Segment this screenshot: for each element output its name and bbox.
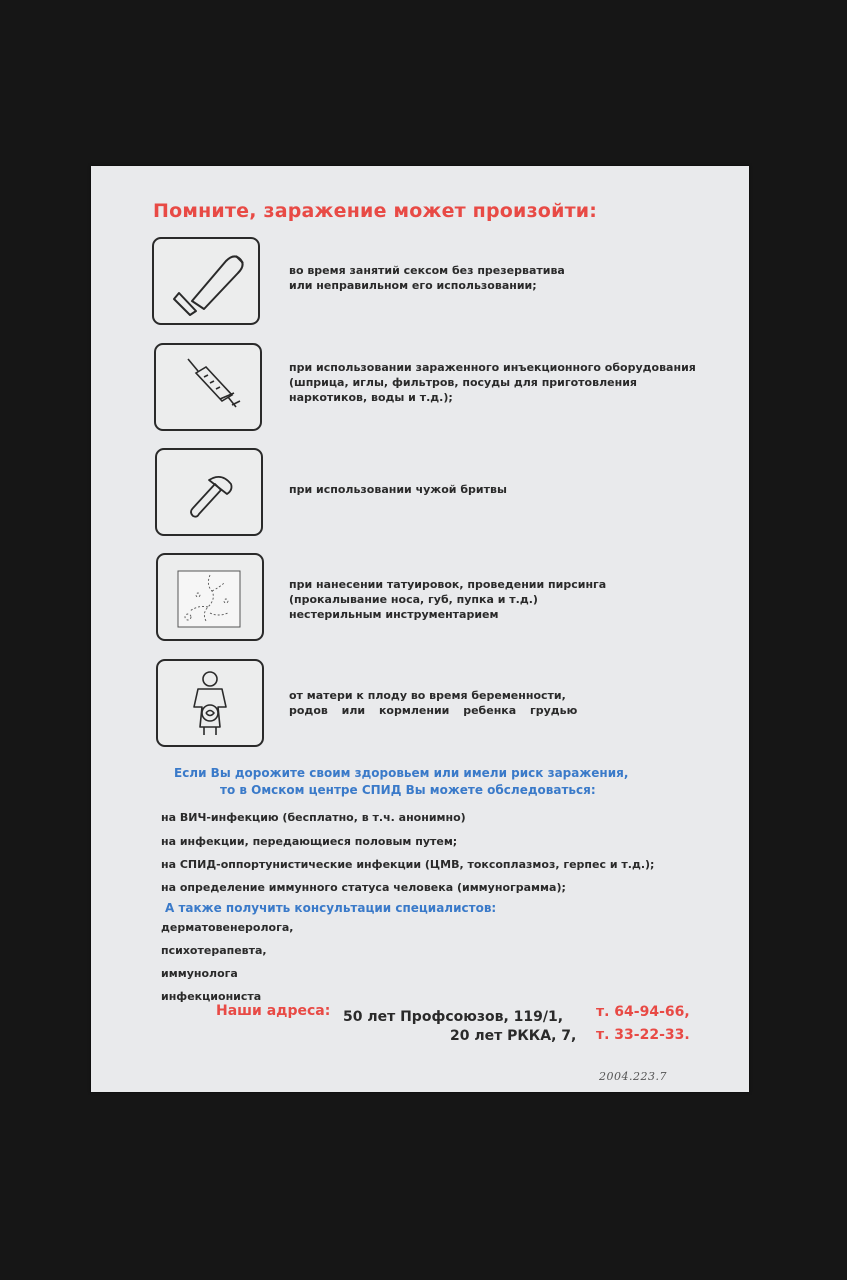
risk-box-pregnancy	[156, 659, 264, 747]
consult-title: А также получить консультации специалистов:	[165, 901, 497, 915]
phone-2: т. 33-22-33.	[596, 1027, 690, 1043]
risk-box-syringe	[154, 343, 262, 431]
leaflet-sheet	[91, 166, 749, 1092]
risk-text-razor	[289, 482, 507, 497]
risk-line: наркотиков, воды и т.д.);	[289, 391, 453, 404]
test-item: на ВИЧ-инфекцию (бесплатно, в т.ч. анонимно)	[161, 811, 466, 824]
risk-text-syringe	[289, 360, 696, 405]
risk-text-condom	[289, 263, 565, 293]
specialist-item: инфекциониста	[161, 990, 262, 1003]
condom-icon	[154, 239, 258, 323]
addresses-label: Наши адреса:	[216, 1003, 331, 1019]
address-2: 20 лет РККА, 7,	[450, 1028, 577, 1044]
pregnancy-icon	[158, 661, 262, 745]
specialist-item: психотерапевта,	[161, 944, 267, 957]
risk-text-tattoo	[289, 577, 606, 622]
phone-1: т. 64-94-66,	[596, 1004, 690, 1020]
risk-box-tattoo	[156, 553, 264, 641]
risk-line: при нанесении татуировок, проведении пирсинга	[289, 578, 607, 591]
syringe-icon	[156, 345, 260, 429]
address-1: 50 лет Профсоюзов, 119/1,	[343, 1009, 564, 1025]
risk-line: во время занятий сексом без презерватива	[289, 264, 565, 277]
leaflet-title: Помните, заражение может произойти:	[153, 200, 598, 222]
risk-text-pregnancy	[289, 688, 577, 718]
test-item: на определение иммунного статуса человека (иммунограмма);	[161, 881, 566, 894]
inventory-number: 2004.223.7	[599, 1070, 667, 1083]
specialist-item: иммунолога	[161, 967, 238, 980]
risk-box-condom	[152, 237, 260, 325]
test-item: на СПИД-оппортунистические инфекции (ЦМВ, токсоплазмоз, герпес и т.д.);	[161, 858, 655, 871]
razor-icon	[157, 450, 261, 534]
risk-box-razor	[155, 448, 263, 536]
test-item: на инфекции, передающиеся половым путем;	[161, 835, 458, 848]
appeal-line-2: то в Омском центре СПИД Вы можете обследоваться:	[220, 783, 596, 797]
appeal-line-1: Если Вы дорожите своим здоровьем или имели риск заражения,	[174, 766, 629, 780]
tattoo-icon	[158, 555, 262, 639]
risk-line: от матери к плоду во время беременности,	[289, 689, 566, 702]
risk-line: или неправильном его использовании;	[289, 279, 537, 292]
risk-line: родов или кормлении ребенка грудью	[289, 704, 578, 717]
specialist-item: дерматовенеролога,	[161, 921, 294, 934]
risk-line: (прокалывание носа, губ, пупка и т.д.)	[289, 593, 538, 606]
risk-line: при использовании зараженного инъекционного оборудования	[289, 361, 696, 374]
risk-line: (шприца, иглы, фильтров, посуды для приготовления	[289, 376, 637, 389]
risk-line: нестерильным инструментарием	[289, 608, 499, 621]
risk-line: при использовании чужой бритвы	[289, 483, 507, 496]
